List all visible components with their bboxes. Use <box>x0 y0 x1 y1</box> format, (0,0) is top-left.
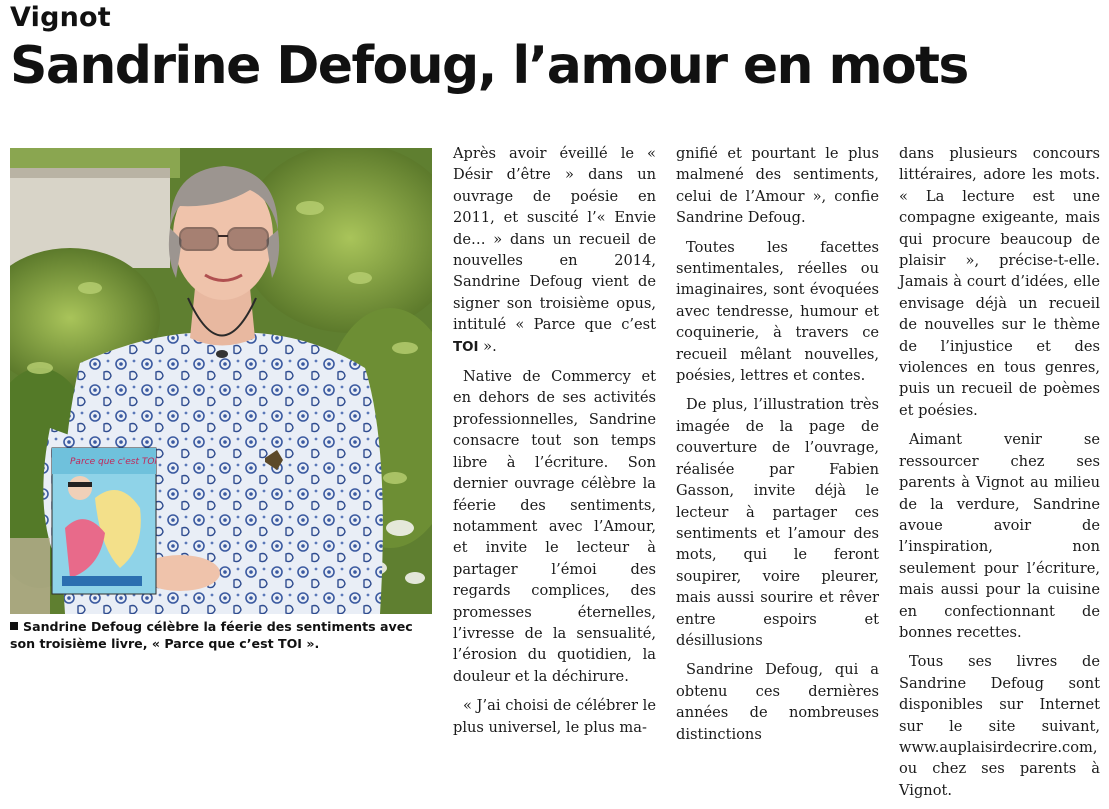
paragraph: dans plusieurs concours littéraires, adore les mots. « La lecture est une compagne exigeante, mais qui procure beaucoup de plaisir », précise-t-elle. Jamais à court d’idées, elle envisage déjà un recueil de nouvelles sur le thème de l’injustice et des violences en tous genres, puis un recueil de poèmes et poésies. <box>899 145 1100 419</box>
paragraph: gnifié et pourtant le plus malmené des sentiments, celui de l’Amour », confie Sandrine Defoug. <box>676 145 879 227</box>
paragraph: Native de Commercy et en dehors de ses activités professionnelles, Sandrine consacre tout son temps libre à l’écriture. Son dernier ouvrage célèbre la féerie des sentiments, notamment avec l’Amour, et invite le lecteur à partager l’émoi des regards complices, des promesses éternelles, l’ivresse de la sensualité, l’érosion du quotidien, la douleur et la déchirure. <box>453 368 656 685</box>
paragraph-text-end: ». <box>478 337 497 355</box>
paragraph: Tous ses livres de Sandrine Defoug sont disponibles sur Internet sur le site suivant, www.auplaisirdecrire.com, ou chez ses parents à Vignot. <box>899 653 1100 799</box>
article-kicker: Vignot <box>10 2 111 33</box>
paragraph <box>453 143 656 358</box>
book-title-bold: TOI <box>453 339 479 355</box>
caption-text: Sandrine Defoug célèbre la féerie des sentiments avec son troisième livre, « Parce que c’est TOI ». <box>10 619 413 651</box>
svg-text:Parce que c'est TOI: Parce que c'est TOI <box>70 457 158 467</box>
paragraph: De plus, l’illustration très imagée de la page de couverture de l’ouvrage, réalisée par Fabien Gasson, invite déjà le lecteur à partager ces sentiments et l’amour des mots, qui le feront soupirer, voire pleurer, mais aussi sourire et rêver entre espoirs et désillusions <box>676 396 879 649</box>
photo-caption <box>10 618 440 652</box>
article-headline: Sandrine Defoug, l’amour en mots <box>10 36 968 96</box>
caption-bullet <box>10 622 18 630</box>
article-column-1 <box>453 143 656 746</box>
paragraph: Sandrine Defoug, qui a obtenu ces dernières années de nombreuses distinctions <box>676 661 879 743</box>
paragraph-text: Après avoir éveillé le « Désir d’être » dans un ouvrage de poésie en 2011, et suscité l’« Envie de… » dans un recueil de nouvelles en 2014, Sandrine Defoug vient de signer son troisième opus, intitulé « Parce que c’est <box>453 145 656 334</box>
paragraph: Toutes les facettes sentimentales, réelles ou imaginaires, sont évoquées avec tendresse, humour et coquinerie, à travers ce recueil mêlant nouvelles, poésies, lettres et contes. <box>676 238 879 385</box>
paragraph: « J’ai choisi de célébrer le plus universel, le plus ma- <box>453 697 656 736</box>
article-column-3 <box>899 143 1100 809</box>
article-photo <box>10 148 432 614</box>
paragraph: Aimant venir se ressourcer chez ses parents à Vignot au milieu de la verdure, Sandrine avoue avoir de l’inspiration, non seulement pour l’écriture, mais aussi pour la cuisine en confectionnant de bonnes recettes. <box>899 431 1100 641</box>
article-column-2 <box>676 143 879 753</box>
